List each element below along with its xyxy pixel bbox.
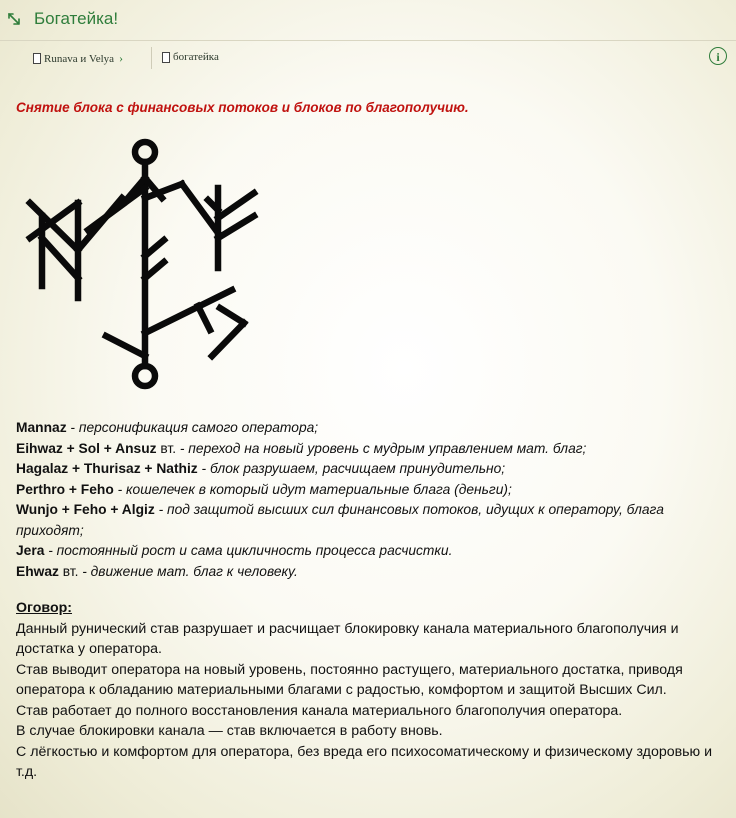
rune-line: [16, 480, 728, 501]
back-arrow-icon[interactable]: [6, 10, 24, 28]
rune-list: [16, 418, 728, 582]
rune-description: - блок разрушаем, расчищаем принудительно;: [197, 461, 506, 476]
rune-description: - персонификация самого оператора;: [66, 420, 319, 435]
app-title: Богатейка!: [34, 9, 119, 28]
document-icon: [162, 52, 170, 63]
rune-description: - постоянный рост и сама цикличность процесса расчистки.: [44, 543, 453, 558]
rune-name: Wunjo + Feho + Algiz: [16, 502, 155, 517]
rune-line: [16, 541, 728, 562]
oath-title: Оговор:: [16, 600, 73, 616]
rune-stave-image: [22, 138, 272, 390]
note-content: [16, 100, 728, 115]
breadcrumb-divider: [151, 47, 152, 69]
rune-name: Jera: [16, 543, 45, 558]
rune-description: - движение мат. благ к человеку.: [78, 563, 298, 579]
rune-note: вт.: [156, 440, 177, 456]
breadcrumb-item-bogateika[interactable]: [162, 51, 219, 63]
rune-description: - кошелечек в который идут материальные блага (деньги);: [113, 481, 512, 497]
oath-paragraph: С лёгкостью и комфортом для оператора, без вреда его психосоматическому и физическому здоровью и т.д.: [16, 743, 713, 780]
breadcrumb: [0, 41, 736, 75]
top-bar: [0, 0, 736, 41]
note-headline: Снятие блока с финансовых потоков и блоков по благополучию.: [16, 100, 469, 115]
rune-description: - переход на новый уровень с мудрым управлением мат. благ;: [176, 440, 587, 456]
rune-note: вт.: [58, 563, 79, 579]
rune-name: Hagalaz + Thurisaz + Nathiz: [16, 461, 198, 476]
document-icon: [33, 53, 41, 64]
rune-line: [16, 439, 728, 460]
breadcrumb-label: Runava и Velya: [44, 52, 115, 65]
oath-paragraph: В случае блокировки канала — став включается в работу вновь.: [16, 723, 443, 739]
chevron-right-icon: ›: [119, 51, 124, 65]
rune-name: Perthro + Feho: [16, 481, 114, 497]
rune-description: - под защитой высших сил финансовых потоков, идущих к оператору, блага приходят;: [16, 502, 664, 538]
rune-line: [16, 459, 728, 480]
rune-name: Eihwaz + Sol + Ansuz: [16, 440, 157, 456]
breadcrumb-item-runava[interactable]: [33, 51, 123, 66]
rune-line: [16, 500, 728, 541]
oath-paragraph: Став выводит оператора на новый уровень, постоянно растущего, материального достатка, приводя оператора к обладанию материальными благами с радостью, комфортом и защитой Высших Сил.: [16, 661, 683, 698]
oath-paragraph: Став работает до полного восстановления канала материального благополучия оператора.: [16, 702, 623, 719]
rune-line: [16, 418, 728, 439]
info-icon[interactable]: i: [709, 47, 727, 65]
breadcrumb-label: богатейка: [173, 51, 219, 63]
rune-line: [16, 562, 728, 583]
oath-paragraph: Данный рунический став разрушает и расчищает блокировку канала материального благополучия и достатка у оператора.: [16, 620, 679, 657]
oath-section: [16, 598, 721, 783]
rune-name: Ehwaz: [16, 563, 59, 579]
rune-name: Mannaz: [16, 420, 67, 435]
